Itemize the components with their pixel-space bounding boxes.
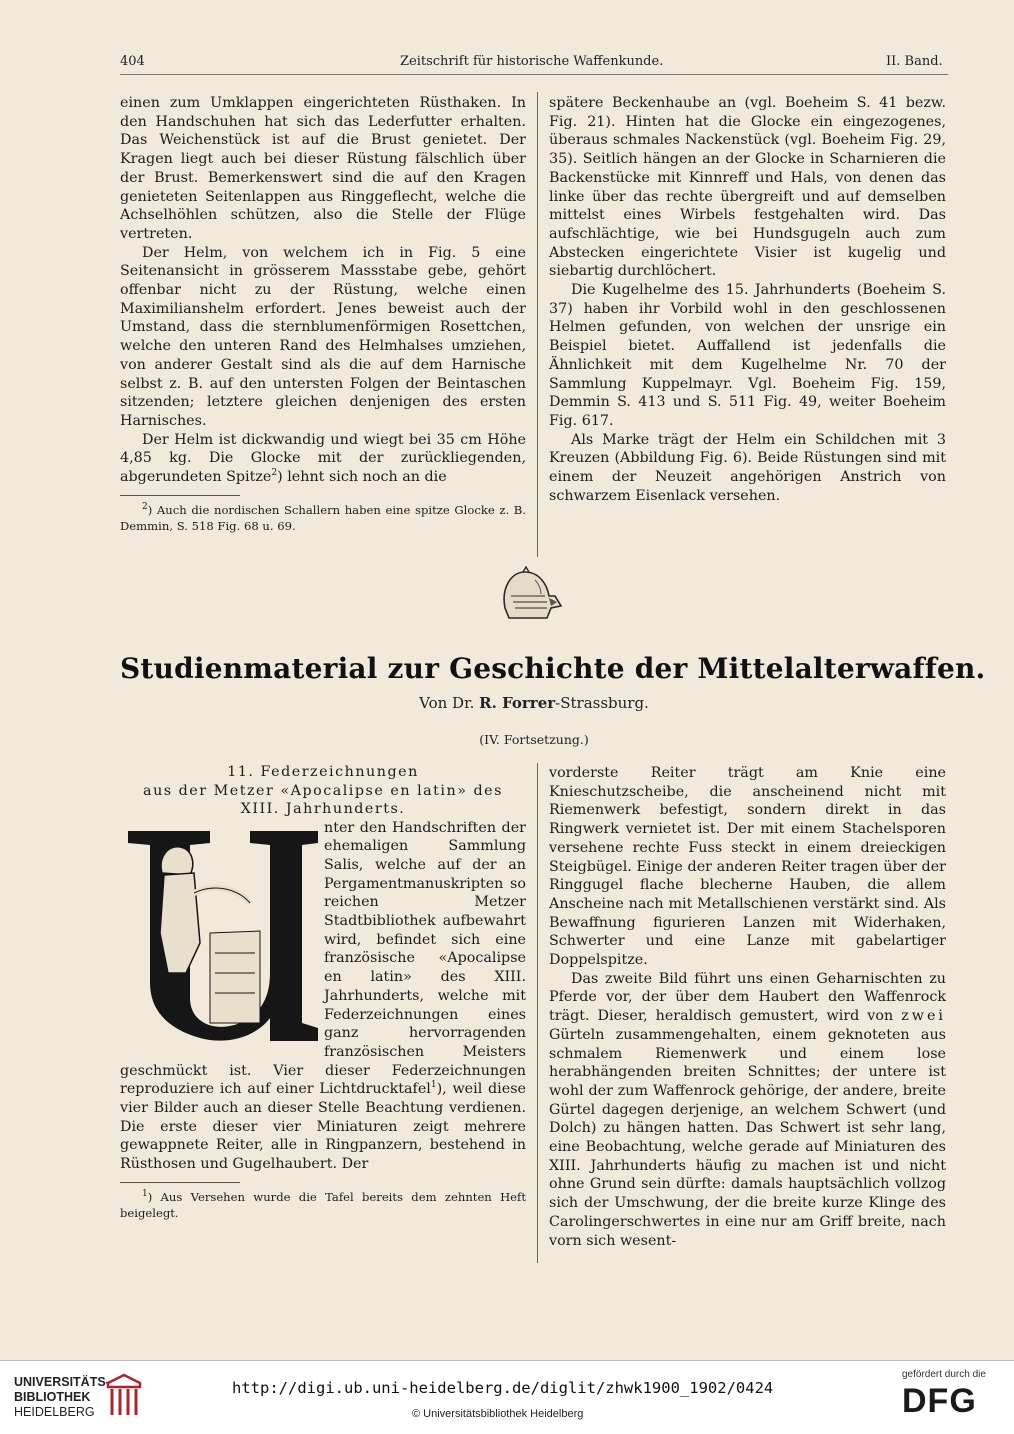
library-name-line: BIBLIOTHEK — [14, 1390, 91, 1404]
section-heading — [120, 763, 526, 819]
lower-right-column — [549, 764, 946, 1250]
byline-prefix: Von Dr. — [419, 694, 475, 712]
permalink-url[interactable]: http://digi.ub.uni-heidelberg.de/diglit/zhwk1900_1902/0424 — [232, 1379, 774, 1397]
footnote-ref: 2 — [271, 468, 278, 479]
footnote-ref: 1 — [430, 1080, 437, 1091]
paragraph-text: ), weil diese vier Bilder auch an dieser Stelle Beachtung verdienen. Die erste dieser vier Miniaturen zeigt mehrere gewappnete Reiter, alle in Ringpanzern, bestehend in Rüsthosen und Gugelhaubert. Der — [120, 1081, 526, 1173]
paragraph-text: Das zweite Bild führt uns einen Geharnischten zu Pferde vor, der über dem Haubert den Waffenrock trägt. Dieser, heraldisch gemustert, wird von — [549, 970, 946, 1025]
footnote — [120, 502, 526, 534]
paragraph: Der Helm, von welchem ich in Fig. 5 eine Seitenansicht in grösserem Massstabe gebe, gehört offenbar nicht zu der Rüstung, welche einen Maximilianshelm erfordert. Jenes beweist auch der Umstand, dass die sternblumenförmigen Rosettchen, welche den unteren Rand des Helmhalses umziehen, von anderer Gestalt sind als die auf dem Harnische selbst z. B. auf den untersten Folgen der Beintaschen sitzenden; letztere gleichen denjenigen des ersten Harnisches. — [120, 244, 526, 429]
continuation-note: (IV. Fortsetzung.) — [479, 732, 589, 747]
library-name — [14, 1375, 110, 1420]
running-title: Zeitschrift für historische Waffenkunde. — [400, 54, 664, 69]
footnote-text: ) Aus Versehen wurde die Tafel bereits dem zehnten Heft beigelegt. — [120, 1189, 526, 1220]
dfg-logo: DFG — [902, 1382, 977, 1420]
spaced-word: zwei — [901, 1008, 946, 1025]
author-name: R. Forrer — [479, 694, 556, 712]
library-name-line: UNIVERSITÄTS- — [14, 1375, 110, 1389]
footnote-marker: 1 — [142, 1189, 148, 1199]
university-logo-icon — [104, 1371, 144, 1419]
section-heading-line: aus der Metzer «Apocalipse en latin» des — [143, 782, 503, 799]
volume-label: II. Band. — [886, 54, 943, 69]
paragraph-text: nter den Handschriften der ehemaligen Sammlung Salis, welche auf der an Pergamentmanuskripten so reichen Metzer Stadtbibliothek aufbewahrt wird, befindet sich eine französische «Apocalipse en latin» des XIII. Jahrhunderts, welche mit Federzeichnungen eines ganz hervorragenden französischen Meisters geschmückt ist. Vier dieser Federzeichnungen reproduziere ich auf einer Lichtdrucktafel — [120, 819, 526, 1098]
library-name-line: HEIDELBERG — [14, 1405, 95, 1419]
footnote — [120, 1189, 526, 1221]
byline — [120, 694, 948, 712]
illuminated-initial-icon — [120, 823, 318, 1048]
paragraph: Als Marke trägt der Helm ein Schildchen mit 3 Kreuzen (Abbildung Fig. 6). Beide Rüstungen sind mit einem der Neuzeit angehörigen Anstrich von schwarzem Eisenlack versehen. — [549, 431, 946, 504]
footnote-rule — [120, 1182, 240, 1183]
viewer-footer — [0, 1360, 1014, 1434]
section-heading-line: 11. Federzeichnungen — [227, 764, 419, 780]
paragraph — [549, 970, 946, 1251]
paragraph-text: ) lehnt sich noch an die — [277, 469, 447, 486]
column-divider — [537, 92, 538, 557]
footnote-marker: 2 — [142, 501, 148, 512]
page-number: 404 — [120, 54, 145, 69]
helmet-vignette-icon — [495, 566, 567, 624]
footnote-rule — [120, 495, 240, 496]
drop-cap-signature: E.L. — [198, 1029, 217, 1040]
paragraph: Die Kugelhelme des 15. Jahrhunderts (Boeheim S. 37) haben ihr Vorbild wohl in den geschlossenen Helmen gefunden, von welchen der unsrige ein Beispiel bietet. Auffallend ist jedenfalls die Ähnlichkeit mit dem Kugelhelme Nr. 70 der Sammlung Kuppelmayr. Vgl. Boeheim Fig. 159, Demmin S. 413 und S. 511 Fig. 49, weiter Boeheim Fig. 617. — [549, 282, 946, 429]
header-rule — [120, 74, 948, 75]
paragraph-text: Gürteln zusammengehalten, einem geknoteten aus schmalem Riemenwerk und einem lose herabhängenden breiten Schnittes; der untere ist wohl der zum Waffenrock gehörige, der andere, breite Gürtel dagegen derjenige, an welchem Schwert (und Dolch) zu hängen hatten. Das Schwert ist sehr lang, eine Beobachtung, welche gerade auf Miniaturen des XIII. Jahrhunderts häufig zu machen ist und nicht ohne Grund sein dürfte: damals hauptsächlich vollzog sich der Umschwung, der die breite kurze Klinge des Carolingerschwertes in eine nur am Griff breite, nach vorn sich wesent- — [549, 1026, 946, 1249]
footnote-text: ) Auch die nordischen Schallern haben eine spitze Glocke z. B. Demmin, S. 518 Fig. 68 u. 69. — [120, 502, 526, 533]
paragraph: einen zum Umklappen eingerichteten Rüsthaken. In den Handschuhen hat sich das Lederfutter erhalten. Das Weichenstück ist auf die Brust genietet. Der Kragen liegt auch bei dieser Rüstung fälschlich über der Brust. Bemerkenswert sind die auf den Kragen genieteten Seitenlappen aus Ringgeflecht, welche die Achselhöhlen schützen, also die Stelle der Flüge vertreten. — [120, 95, 526, 242]
paragraph — [120, 431, 526, 487]
paragraph: spätere Beckenhaube an (vgl. Boeheim S. 41 bezw. Fig. 21). Hinten hat die Glocke ein eingezogenes, überaus schmales Nackenstück (vgl. Boeheim Fig. 29, 35). Seitlich hängen an der Glocke in Scharnieren die Backenstücke mit Kinnreff und Hals, von denen das linke über das rechte übergreift und auf demselben mittelst eines Wirbels festgehalten wird. Das aufschlächtige, wie bei Hundsgugeln auch zum Abstecken eingerichtete Visier ist kugelig und siebartig durchlöchert. — [549, 95, 946, 280]
paragraph-text: Der Helm ist dickwandig und wiegt bei 35 cm Höhe 4,85 kg. Die Glocke mit der zurückliegenden, abgerundeten Spitze — [120, 431, 526, 486]
paragraph: vorderste Reiter trägt am Knie eine Knieschutzscheibe, die anscheinend nicht mit Riemenwerk befestigt, sondern direkt in das Ringwerk vernietet ist. Der mit einem Stachelsporen versehene rechte Fuss steckt in einem dreieckigen Steigbügel. Einige der anderen Reiter tragen über der Ringgugel flache blecherne Hauben, die allem Anscheine nach mit Metallschienen verstärkt sind. Als Bewaffnung figurieren Lanzen mit Widerhaken, Schwerter und eine Lanze mit gabelartiger Doppelspitze. — [549, 765, 946, 969]
copyright-notice: © Universitätsbibliothek Heidelberg — [412, 1408, 584, 1420]
section-heading-line: XIII. Jahrhunderts. — [240, 801, 406, 817]
upper-right-column — [549, 94, 946, 505]
byline-place: -Strassburg. — [555, 694, 649, 712]
lower-left-column — [120, 763, 526, 1221]
funding-label: gefördert durch die — [902, 1369, 986, 1380]
article-title: Studienmaterial zur Geschichte der Mittelalterwaffen. — [120, 652, 986, 685]
upper-left-column — [120, 94, 526, 534]
column-divider — [537, 763, 538, 1263]
